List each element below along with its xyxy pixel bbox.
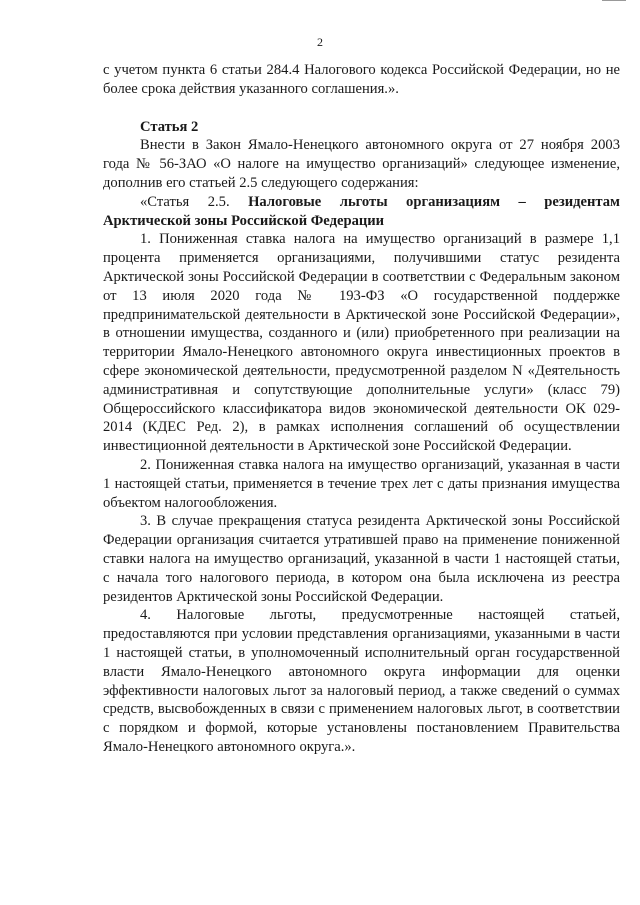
intro-continuation: с учетом пункта 6 статьи 284.4 Налогового кодекса Российской Федерации, но не более срока действия указанного соглашения.». [103, 62, 620, 97]
clause-1: 1. Пониженная ставка налога на имущество организаций в размере 1,1 процента применяется организациями, получившими статус резидента Арктической зоны Российской Федерации в соответствии с Федеральным законом от 13 июля 2020 года № 193-ФЗ «О государственной поддержке предпринимательской деятельности в Арктической зоне Российской Федерации», в отношении имущества, созданного и (или) приобретенного при реализации на территории Ямало-Ненецкого автономного округа инвестиционных проектов в сфере экономической деятельности, предусмотренной разделом N «Деятельность административная и сопутствующие дополнительные услуги» (класс 79) Общероссийского классификатора видов экономической деятельности ОК 029-2014 (КДЕС Ред. 2), в рамках исполнения соглашений об осуществлении инвестиционной деятельности в Арктической зоне Российской Федерации. [103, 231, 620, 455]
clause-3: 3. В случае прекращения статуса резидента Арктической зоны Российской Федерации организация считается утратившей право на применение пониженной ставки налога на имущество организаций, указанной в части 1 настоящей статьи, с начала того налогового периода, в котором она была исключена из реестра резидентов Арктической зоны Российской Федерации. [103, 513, 620, 605]
clause-4: 4. Налоговые льготы, предусмотренные настоящей статьей, предоставляются при условии представления организациями, указанными в части 1 настоящей статьи, в уполномоченный исполнительный орган государственной власти Ямало-Ненецкого автономного округа информации для оценки эффективности налоговых льгот за налоговый период, а также сведений о суммах средств, высвобожденных в связи с применением налоговых льгот, в соответствии с порядком и формой, которые установлены постановлением Правительства Ямало-Ненецкого автономного округа.». [103, 607, 620, 755]
article-intro: Внести в Закон Ямало-Ненецкого автономного округа от 27 ноября 2003 года № 56-ЗАО «О налоге на имущество организаций» следующее изменение, дополнив его статьей 2.5 следующего содержания: [103, 137, 620, 191]
page-number: 2 [317, 35, 323, 49]
document-body [103, 61, 620, 757]
new-article-title: Налоговые льготы организациям – резидентам Арктической зоны Российской Федерации [103, 193, 620, 229]
clause-2: 2. Пониженная ставка налога на имущество организаций, указанная в части 1 настоящей статьи, применяется в течение трех лет с даты признания имущества объектом налогообложения. [103, 456, 620, 511]
paragraph-gap [103, 99, 620, 118]
article-heading: Статья 2 [140, 118, 199, 135]
scan-edge-mark [602, 0, 626, 1]
new-article-heading [103, 193, 620, 231]
new-article-prefix: «Статья 2.5. [140, 193, 230, 210]
